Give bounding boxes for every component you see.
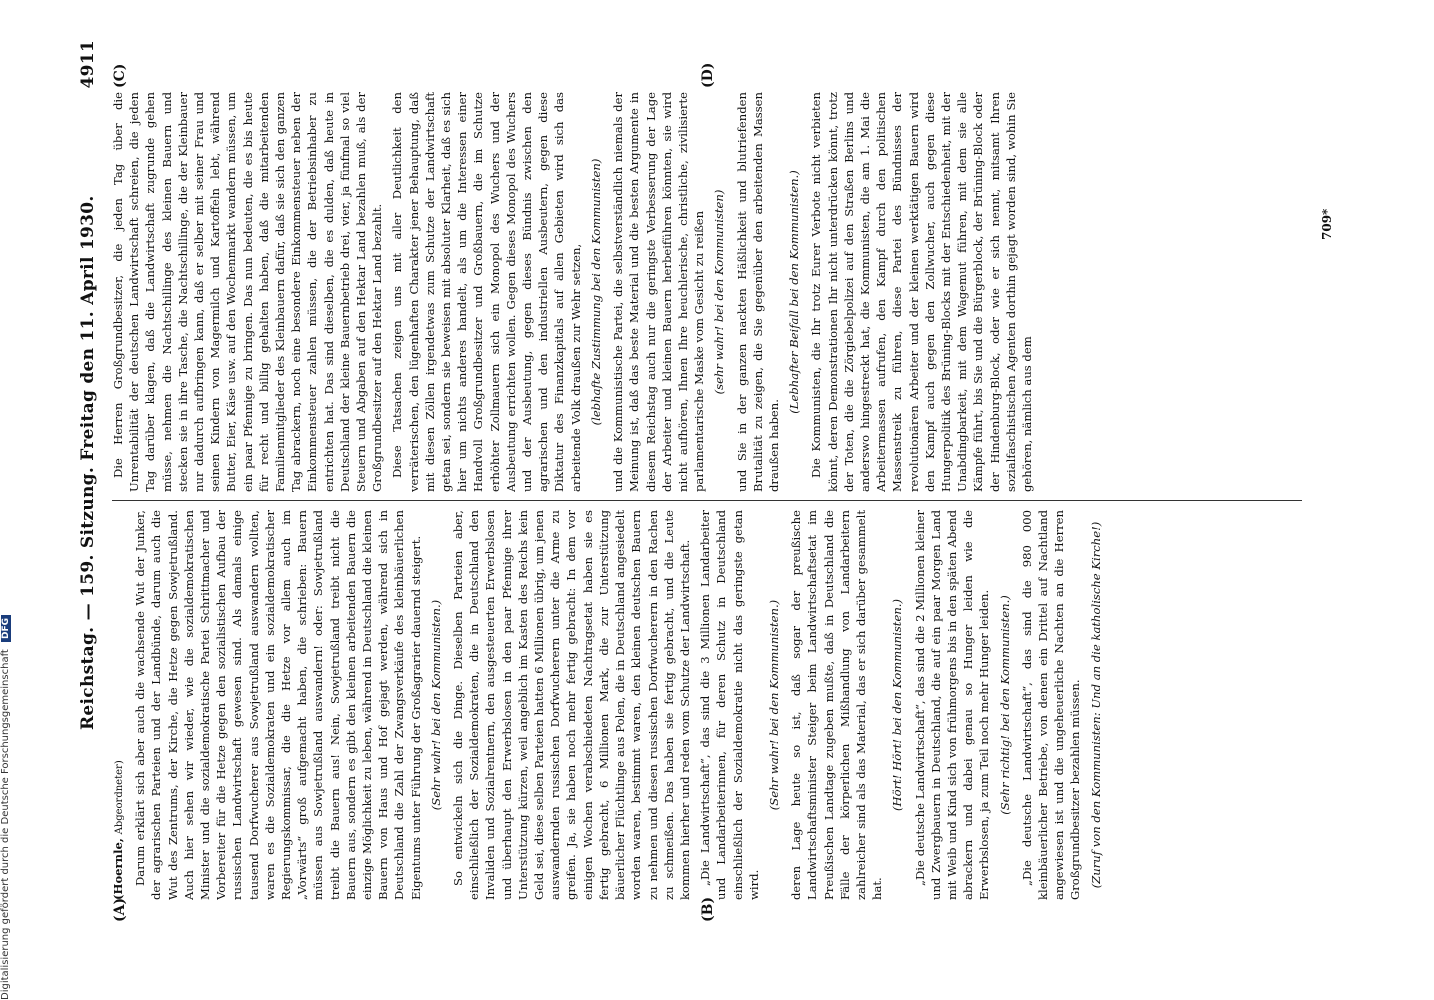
interjection: (Sehr richtig! bei den Kommunisten.) <box>997 595 1012 815</box>
speaker-name: (Hoernle, <box>111 838 125 900</box>
paragraph: Die Herren Großgrundbesitzer, die jeden Tag über die Unrentabilität der deutschen Landwirtschaft schreien, die jeden Tag darüber klagen, daß die Landwirtschaft zugrunde gehen müsse, nehmen die Nachtschillinge des kleinen Bauern und stecken sie in ihre Tasche, die Nachtschillinge, die der Kleinbauer nur dadurch aufbringen kann, daß er selber mit seiner Frau und seinen Kindern von Magermilch und Kartoffeln lebt, während Butter, Eier, Käse usw. auf den Wochenmarkt wandern müssen, um ein paar Pfennige zu bringen. Das nun bedeuten, die es bis heute für recht und billig gehalten haben, daß die mitarbeitenden Familienmitglieder des Kleinbauern dafür, daß sie sich den ganzen Tag abrackern, noch eine besondere Einkommensteuer neben der Einkommensteuer zahlen müssen, die der Betriebsinhaber zu entrichten hat. Das sind dieselben, die es dulden, daß heute in Deutschland der kleine Bauernbetrieb drei, vier, ja fünfmal so viel Steuern und Abgaben auf den Hektar Land bezahlen muß, als der Großgrundbesitzer auf den Hektar Land bezahlt. <box>111 92 385 492</box>
digitization-note <box>0 0 20 1000</box>
column-divider <box>112 500 1302 501</box>
paragraph: Die Kommunisten, die Ihr trotz Eurer Verbote nicht verbieten könnt, deren Demonstrationen Ihr nicht unterdrücken könnt, trotz der Toten, die die Zörgiebelpolizei auf den Straßen Berlins und anderswo hingestreckt hat, die Kommunisten, die am 1. Mai die Arbeitermassen aufrufen, den Kampf durch den politischen Massenstreik zu führen, diese Partei des Bündnisses der revolutionären Arbeiter und der kleinen werktätigen Bauern wird den Kampf auch gegen den Zollwucher, auch gegen diese Hungerpolitik des Brüning-Blocks mit der Entschiedenheit, mit der Unabdingbarkeit, mit dem Wagemut führen, mit dem sie alle Kämpfe führt, bis Sie und die Bürgerblock, der Brüning-Block oder der Hindenburg-Block, oder wie er sich nennt, mitsamt Ihren sozialfaschistischen Agenten dorthin gejagt worden sind, wohin Sie gehören, nämlich aus dem <box>809 92 1034 492</box>
margin-marker-c: (C) <box>112 63 128 88</box>
speaker-line <box>110 510 128 900</box>
paragraph: und Sie in der ganzen nackten Häßlichkeit und blutriefenden Brutalität zu zeigen, die Sie gegenüber den arbeitenden Massen draußen haben. <box>734 92 781 492</box>
paragraph: Diese Tatsachen zeigen uns mit aller Deutlichkeit den verräterischen, den lügenhaften Charakter jener Behauptung, daß mit diesen Zöllen irgendetwas zum Schutze der Landwirtschaft getan sei, sondern sie beweisen mit absoluter Klarheit, daß es sich hier um nichts anderes handelt, als um die Interessen einer Handvoll Großgrundbesitzer und Großbauern, die im Schutze erhöhter Zollmauern sich ein Monopol des Wuchers und der Ausbeutung errichten wollen. Gegen dieses Monopol des Wuchers und der Ausbeutung, gegen dieses Bündnis zwischen den agrarischen und den industriellen Ausbeutern, gegen diese Diktatur des Finanzkapitals auf allen Gebieten wird sich das arbeitende Volk draußen zur Wehr setzen, <box>390 92 583 492</box>
interjection: (Zuruf von den Kommunisten: Und an die katholische Kirche!) <box>1088 521 1103 889</box>
interjection: (lebhafte Zustimmung bei den Kommunisten) <box>588 158 603 426</box>
margin-marker-a: (A) <box>112 897 128 922</box>
paragraph: „Die deutsche Landwirtschaft“, das sind die 980 000 kleinbäuerlicher Betriebe, von denen ein Drittel auf Nachtland angewiesen ist und die ungeheuerliche Nachten an die Herren Großgrundbesitzer bezahlen müssen. <box>1019 510 1083 900</box>
interjection: (Hört! Hört! bei den Kommunisten.) <box>890 599 905 812</box>
header-title: Reichstag. — 159. Sitzung. Freitag den 11. April 1930. <box>78 195 98 730</box>
page-number: 4911 <box>78 40 98 89</box>
page-header <box>78 20 102 980</box>
interjection: (Lebhafter Beifall bei den Kommunisten.) <box>787 170 802 414</box>
paragraph: So entwickeln sich die Dinge. Dieselben Parteien aber, einschließlich der Sozialdemokraten, die in Deutschland den Invaliden und Sozialrentnern, den ausgesteuerten Erwerbslosen und überhaupt den Erwerbslosen in den paar Pfennige ihrer Unterstützung kürzen, weil angeblich im Kasten des Reichs kein Geld sei, diese selben Parteien hatten 6 Millionen übrig, um jenen auswandernden russischen Dorfwucherern unter die Arme zu greifen. Ja, sie haben noch mehr fertig gebracht: In dem vor einigen Wochen verabschiedeten Nachtragsetat haben sie es fertig gebracht, 6 Millionen Mark, die zur Unterstützung bäuerlicher Flüchtlinge aus Polen, die in Deutschland angesiedelt worden waren, bestimmt waren, den kleinen deutschen Bauern zu nehmen und diesen russischen Dorfwucherern in den Rachen zu schmeißen. Das haben sie fertig gebracht, und die Leute kommen hierher und reden vom Schutze der Landwirtschaft. <box>451 510 692 900</box>
paragraph: deren Lage heute so ist, daß sogar der preußische Landwirtschaftsminister Steiger beim Landwirtschaftsetat im Preußischen Landtage zugeben mußte, daß in Deutschland die Fälle der körperlichen Mißhandlung von Landarbeitern zahlreicher sind als das Material, das er sich darüber gesammelt hat. <box>789 510 885 900</box>
paragraph: und die Kommunistische Partei, die selbstverständlich niemals der Meinung ist, daß das beste Material und die besten Argumente in diesem Reichstag auch nur die geringste Verbesserung der Lage der Arbeiter und kleinen Bauern herbeiführen könnten, sie wird nicht aufhören, Ihnen Ihre heuchlerische, christliche, zivilisierte parlamentarische Maske vom Gesicht zu reißen <box>611 92 707 492</box>
sheet-signature: 709* <box>1320 208 1334 240</box>
margin-marker-b: (B) <box>700 896 716 922</box>
paragraph: „Die Landwirtschaft“, das sind die 3 Millionen Landarbeiter und Landarbeiterinnen, für deren Schutz in Deutschland einschließlich der Sozialdemokratie nicht das geringste getan wird. <box>698 510 761 900</box>
speaker-role: Abgeordneter) <box>114 760 125 835</box>
margin-marker-d: (D) <box>700 62 716 88</box>
paragraph: „Die deutsche Landwirtschaft“, das sind die 2 Millionen kleiner und Zwergbauern in Deutschland, die auf ein paar Morgen Land mit Weib und Kind sich von frühmorgens bis in den späten Abend abrackern und dabei genau so Hunger leiden wie die Erwerbslosen, ja zum Teil noch mehr Hunger leiden. <box>912 510 992 900</box>
interjection: (Sehr wahr! bei den Kommunisten.) <box>766 599 781 811</box>
interjection: (Sehr wahr! bei den Kommunisten.) <box>428 599 443 811</box>
interjection: (sehr wahr! bei den Kommunisten) <box>712 189 727 395</box>
dfg-logo: DFG <box>1 615 11 642</box>
digitization-text: Digitalisierung gefördert durch die Deutsche Forschungsgemeinschaft <box>0 649 11 1000</box>
paragraph: Darum erklärt sich aber auch die wachsende Wut der Junker, der agrarischen Parteien und der Landbünde, darum auch die Wut des Zentrums, der Kirche, die Hetze gegen Sowjetrußland. Auch hier sehen wir wieder, wie die sozialdemokratischen Minister und die sozialdemokratische Partei Schrittmacher und Vorbereiter für die Hetze gegen den sozialistischen Aufbau der russischen Landwirtschaft gewesen sind. Als damals einige tausend Dorfwucherer aus Sowjetrußland auswandern wollten, waren es die Sozialdemokraten und ein sozialdemokratischer Regierungskommissar, die die Hetze vor allem auch im „Vorwärts“ groß aufgemacht haben, die schrieben: Bauern müssen aus Sowjetrußland auswandern! oder: Sowjetrußland treibt die Bauern aus! Nein, Sowjetrußland treibt nicht die Bauern aus, sondern es gibt den kleinen arbeitenden Bauern die einzige Möglichkeit zu leben, während in Deutschland die kleinen Bauern von Haus und Hof gejagt werden, während sich in Deutschland die Zahl der Zwangsverkäufe des kleinbäuerlichen Eigentums unter Führung der Großagrarier dauernd steigert. <box>133 510 423 900</box>
left-column <box>110 510 1310 900</box>
right-column <box>110 92 1310 492</box>
